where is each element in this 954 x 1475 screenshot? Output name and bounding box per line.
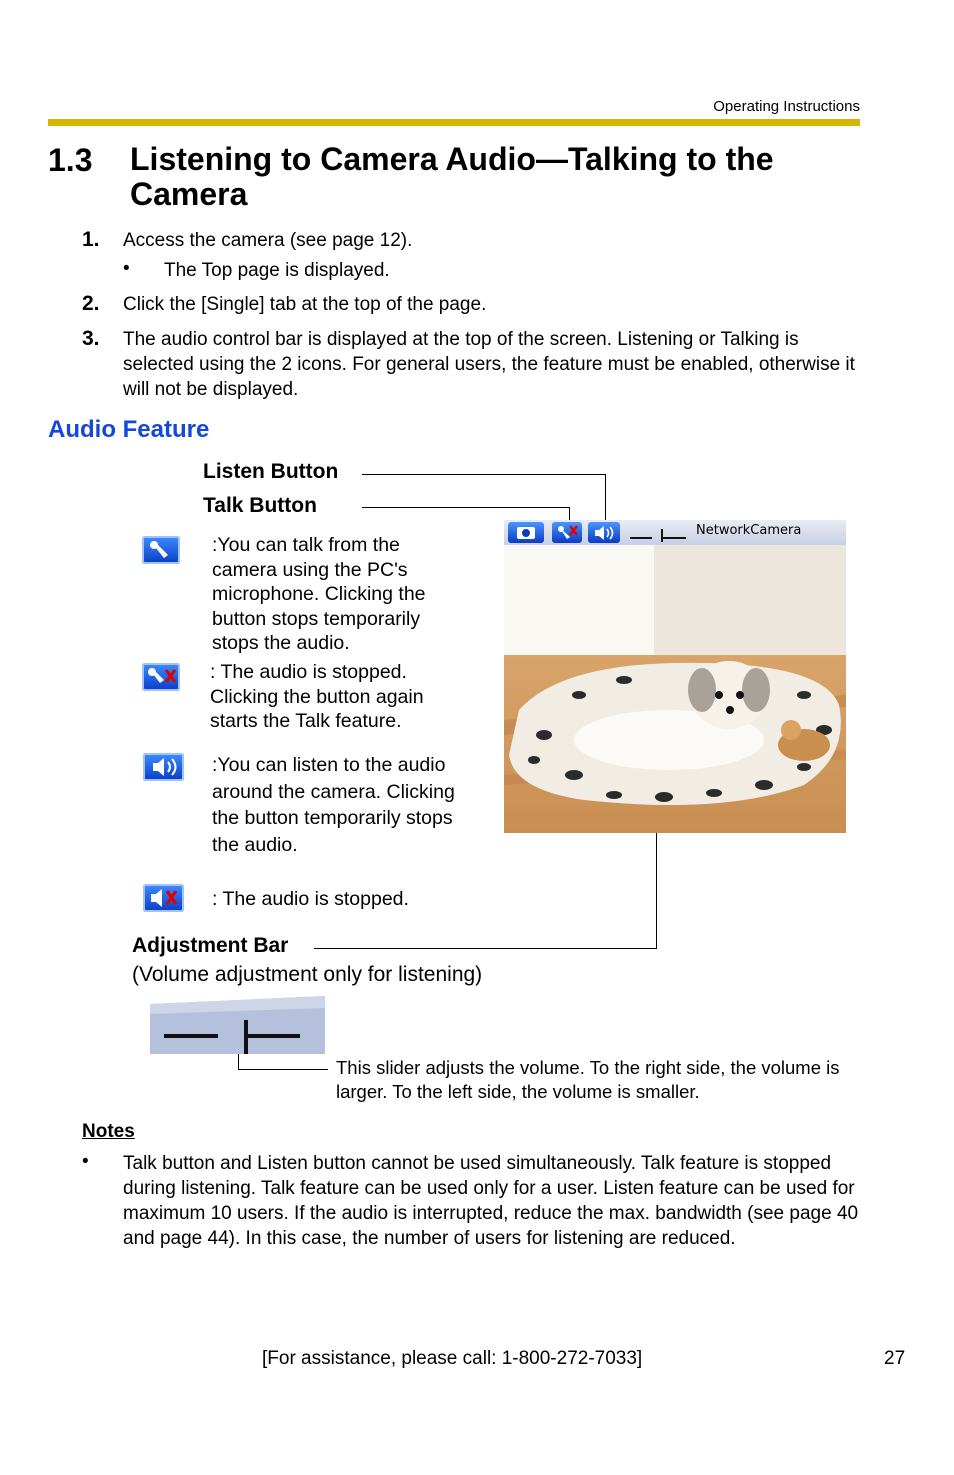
slider-leader-h <box>238 1069 328 1070</box>
listen-on-icon <box>143 753 184 781</box>
step-2-number: 2. <box>82 292 100 315</box>
step-1-text: Access the camera (see page 12). <box>123 230 413 251</box>
step-3-number: 3. <box>82 327 100 350</box>
running-header: Operating Instructions <box>713 98 860 115</box>
listen-on-desc: :You can listen to the audio around the camera. Clicking the button temporarily stops the audio. <box>212 754 455 856</box>
adjustment-bar-zoom <box>150 996 325 1054</box>
bullet-dot: • <box>123 258 130 279</box>
bullet-dot: • <box>82 1151 89 1172</box>
adjustment-bar-callout: Adjustment Bar <box>132 934 289 957</box>
step-1-bullet: The Top page is displayed. <box>164 260 390 281</box>
listen-off-icon <box>143 884 184 912</box>
camera-button[interactable] <box>508 522 544 543</box>
talk-on-desc: :You can talk from the camera using the PC's microphone. Clicking the button stops temporarily stops the audio. <box>212 534 426 654</box>
talk-button-callout: Talk Button <box>203 494 317 517</box>
audio-control-bar <box>504 520 846 545</box>
listen-leader-v <box>605 474 606 520</box>
talk-leader-h <box>362 507 570 508</box>
listen-button[interactable] <box>588 522 620 543</box>
adjustment-bar-subtitle: (Volume adjustment only for listening) <box>132 963 483 986</box>
header-rule <box>48 119 860 126</box>
camera-image <box>504 545 846 833</box>
step-1-number: 1. <box>82 228 100 251</box>
camera-screenshot <box>504 520 846 833</box>
slider-leader-v <box>238 1054 239 1069</box>
notes-title: Notes <box>82 1121 135 1142</box>
talk-on-icon <box>142 536 180 564</box>
footer-assistance: [For assistance, please call: 1-800-272-7033] <box>262 1348 643 1369</box>
step-3-text: The audio control bar is displayed at the top of the screen. Listening or Talking is selected using the 2 icons. For general users, the feature must be enabled, otherwise it will not be displayed. <box>123 329 855 400</box>
page-number: 27 <box>884 1348 906 1369</box>
volume-slider[interactable] <box>626 526 690 542</box>
talk-button[interactable] <box>552 522 582 543</box>
talk-leader-v <box>569 507 570 520</box>
section-number: 1.3 <box>48 142 93 178</box>
listen-button-callout: Listen Button <box>203 460 339 483</box>
talk-off-icon <box>142 663 180 691</box>
audio-feature-heading: Audio Feature <box>48 416 210 443</box>
section-title: Listening to Camera Audio—Talking to the Camera <box>130 141 774 212</box>
camera-name: NetworkCamera <box>696 523 802 538</box>
slider-note: This slider adjusts the volume. To the right side, the volume is larger. To the left side, the volume is smaller. <box>336 1057 840 1102</box>
listen-leader-h <box>362 474 606 475</box>
listen-off-desc: : The audio is stopped. <box>212 888 409 910</box>
adjust-leader-h <box>314 948 657 949</box>
note-item: Talk button and Listen button cannot be used simultaneously. Talk feature is stopped during listening. Talk feature can be used only for a user. Listen feature can be used for maximum 10 users. If the audio is interrupted, reduce the max. bandwidth (see page 40 and page 44). In this case, the number of users for listening are reduced. <box>123 1153 859 1249</box>
step-2-text: Click the [Single] tab at the top of the page. <box>123 294 487 315</box>
talk-off-desc: : The audio is stopped. Clicking the button again starts the Talk feature. <box>210 661 424 732</box>
